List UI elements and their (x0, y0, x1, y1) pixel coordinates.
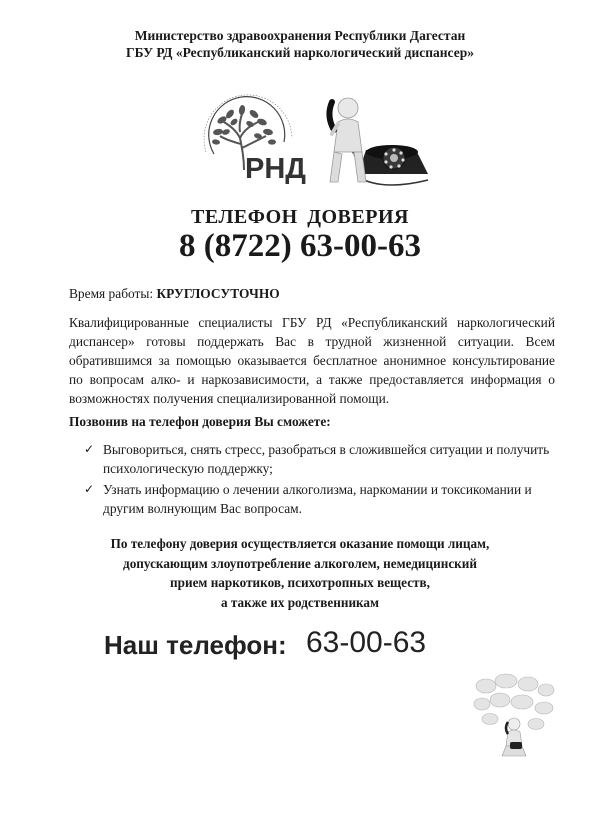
help-note-line: допускающим злоупотребление алкоголем, немедицинский (123, 555, 477, 571)
list-item (84, 480, 554, 518)
organization-header: ГБУ РД «Республиканский наркологический диспансер» (126, 45, 474, 60)
working-hours (69, 284, 555, 303)
hotline-title: ТЕЛЕФОН ДОВЕРИЯ (191, 206, 409, 228)
ministry-header: Министерство здравоохранения Республики Дагестан (134, 28, 466, 43)
logo-text: РНД (245, 153, 306, 185)
paragraph-line: возможностях получения специализированной помощи. (69, 391, 390, 406)
our-phone-label: Наш телефон: (104, 630, 287, 660)
list-item (84, 440, 554, 478)
hotline-number: 8 (8722) 63-00-63 (179, 228, 421, 264)
list-item-text: Узнать информацию о лечении алкоголизма, наркомании и токсикомании и другим волнующим Вас вопросам. (103, 482, 532, 516)
description-paragraph (69, 313, 555, 408)
checkmark-icon: ✓ (84, 442, 95, 456)
help-note (0, 534, 600, 612)
benefits-title: Позвонив на телефон доверия Вы сможете: (69, 414, 331, 429)
working-hours-label: Время работы: (69, 286, 157, 301)
paragraph-line: по вопросам алко- и наркозависимости, а также предоставляется информация о (69, 372, 555, 387)
help-note-line: прием наркотиков, психотропных веществ, (170, 575, 430, 590)
paragraph-line: диспансер» готовы поддержать Вас в трудной жизненной ситуации. Всем (69, 334, 555, 349)
working-hours-value: КРУГЛОСУТОЧНО (156, 286, 280, 301)
list-item-text: Выговориться, снять стресс, разобраться в сложившейся ситуации и получить психологическую поддержку; (103, 442, 550, 476)
figure-with-rotary-phone-icon (308, 94, 436, 192)
benefits-list (84, 440, 554, 520)
help-note-line: По телефону доверия осуществляется оказание помощи лицам, (110, 536, 490, 551)
our-phone-number: 63-00-63 (306, 626, 427, 659)
paragraph-line: Квалифицированные специалисты ГБУ РД «Республиканский наркологический (69, 315, 555, 330)
help-note-line: а также их родственникам (220, 594, 380, 610)
paragraph-line: обратившимся за помощью оказывается бесплатное анонимное консультирование (69, 353, 555, 368)
figure-with-speech-bubbles-icon (472, 672, 556, 762)
checkmark-icon: ✓ (84, 482, 95, 496)
